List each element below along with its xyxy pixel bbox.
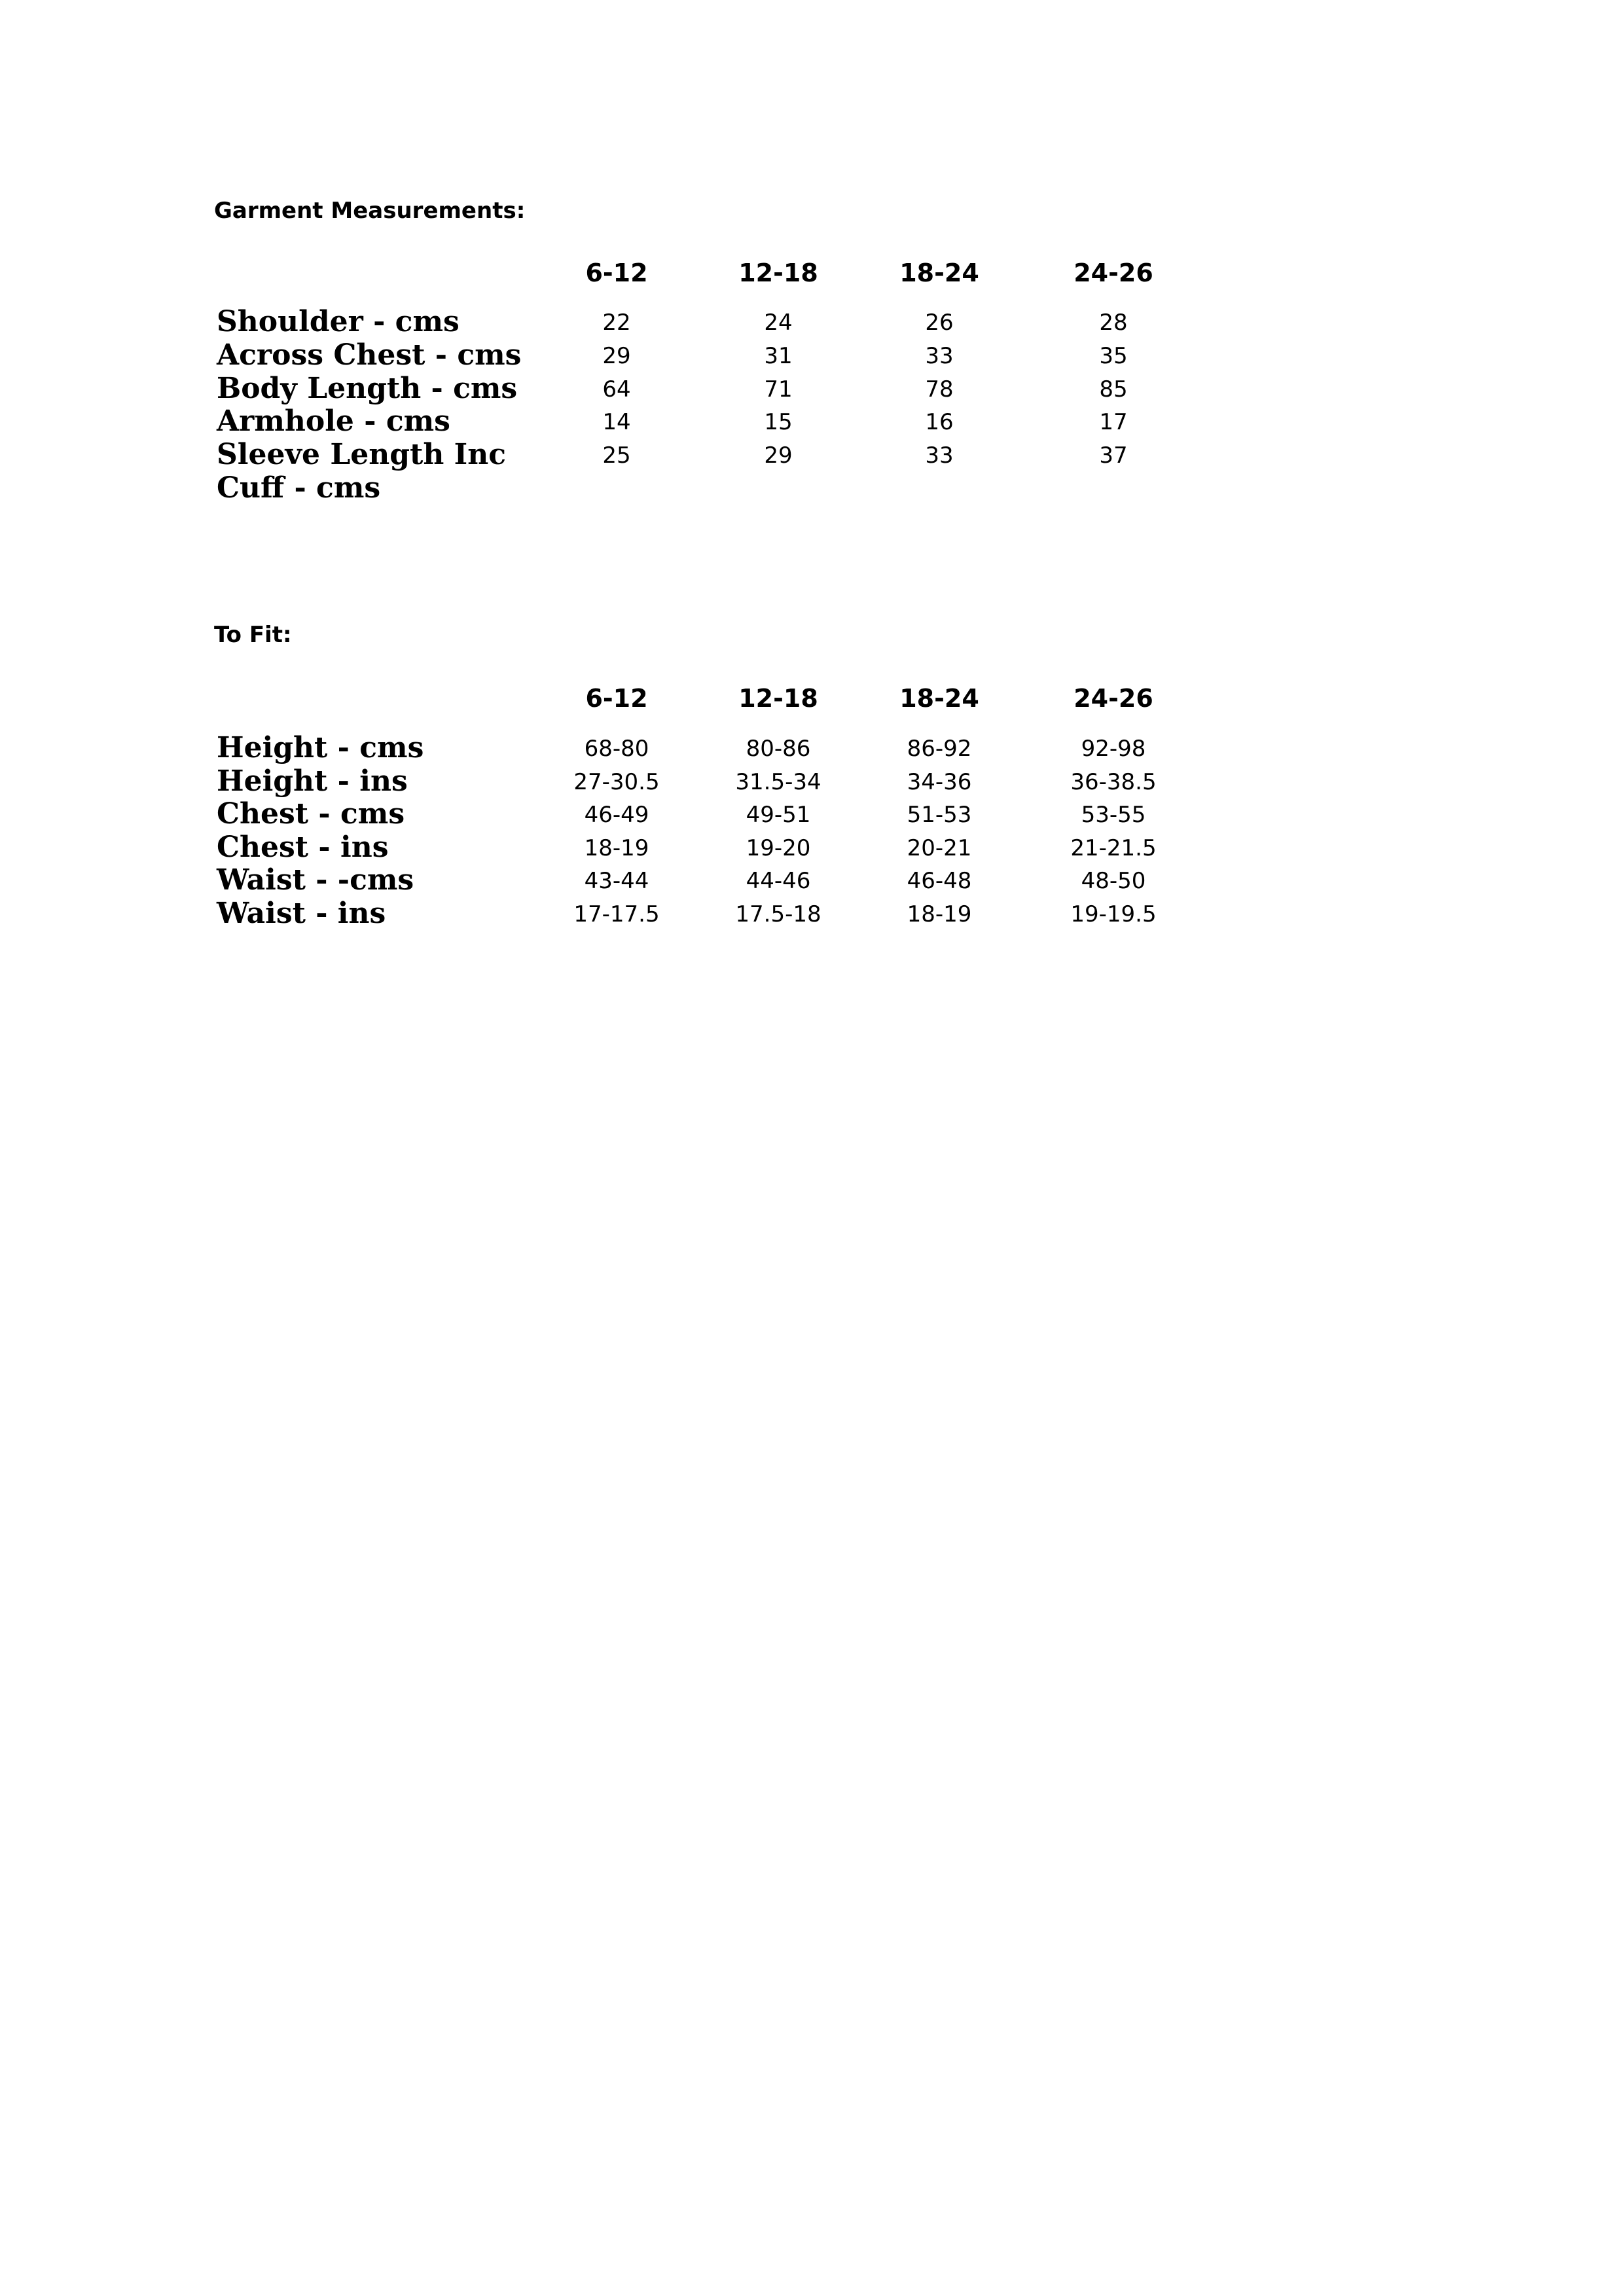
table-cell: 17.5-18 (735, 901, 821, 927)
table-cell: 14 (602, 409, 631, 435)
size-header-24-26: 24-26 (1074, 259, 1153, 287)
row-label: Waist - ins (217, 897, 386, 930)
table-cell: 33 (925, 442, 954, 469)
table-cell: 31.5-34 (735, 769, 821, 795)
table-cell: 33 (925, 343, 954, 369)
table-cell: 86-92 (907, 736, 972, 762)
garment-measurements-title: Garment Measurements: (214, 198, 526, 224)
row-label: Sleeve Length Inc (217, 438, 507, 471)
size-header-6-12: 6-12 (585, 684, 648, 713)
to-fit-table (214, 684, 1196, 946)
size-header-6-12: 6-12 (585, 259, 648, 287)
garment-measurements-table (214, 259, 1196, 520)
table-cell: 29 (602, 343, 631, 369)
table-cell: 27-30.5 (573, 769, 660, 795)
table-cell: 26 (925, 310, 954, 336)
row-label: Armhole - cms (217, 404, 450, 438)
table-cell: 17 (1099, 409, 1128, 435)
row-label: Chest - cms (217, 797, 405, 831)
row-label: Height - ins (217, 764, 408, 798)
row-label: Chest - ins (217, 831, 389, 864)
row-label: Shoulder - cms (217, 305, 460, 338)
size-header-12-18: 12-18 (738, 259, 818, 287)
table-cell: 49-51 (746, 802, 811, 828)
size-header-18-24: 18-24 (899, 259, 979, 287)
table-cell: 20-21 (907, 835, 972, 861)
table-cell: 17-17.5 (573, 901, 660, 927)
table-cell: 19-19.5 (1070, 901, 1157, 927)
table-cell: 16 (925, 409, 954, 435)
table-cell: 92-98 (1081, 736, 1146, 762)
table-cell: 24 (764, 310, 793, 336)
table-cell: 22 (602, 310, 631, 336)
table-cell: 35 (1099, 343, 1128, 369)
table-cell: 68-80 (584, 736, 649, 762)
table-cell: 34-36 (907, 769, 972, 795)
table-cell: 78 (925, 376, 954, 403)
row-label: Height - cms (217, 731, 424, 764)
row-label: Cuff - cms (217, 471, 381, 505)
table-cell: 18-19 (907, 901, 972, 927)
table-cell: 25 (602, 442, 631, 469)
table-cell: 15 (764, 409, 793, 435)
to-fit-title: To Fit: (214, 622, 292, 648)
table-cell: 37 (1099, 442, 1128, 469)
table-cell: 46-49 (584, 802, 649, 828)
size-header-12-18: 12-18 (738, 684, 818, 713)
table-cell: 18-19 (584, 835, 649, 861)
row-label: Body Length - cms (217, 372, 518, 405)
table-cell: 64 (602, 376, 631, 403)
row-label: Waist - -cms (217, 863, 414, 897)
table-cell: 53-55 (1081, 802, 1146, 828)
table-cell: 43-44 (584, 868, 649, 894)
table-cell: 85 (1099, 376, 1128, 403)
table-cell: 71 (764, 376, 793, 403)
table-cell: 48-50 (1081, 868, 1146, 894)
row-label: Across Chest - cms (217, 338, 522, 372)
size-header-24-26: 24-26 (1074, 684, 1153, 713)
table-cell: 31 (764, 343, 793, 369)
table-cell: 21-21.5 (1070, 835, 1157, 861)
table-cell: 44-46 (746, 868, 811, 894)
table-cell: 80-86 (746, 736, 811, 762)
table-cell: 46-48 (907, 868, 972, 894)
table-cell: 36-38.5 (1070, 769, 1157, 795)
size-header-18-24: 18-24 (899, 684, 979, 713)
table-cell: 51-53 (907, 802, 972, 828)
table-cell: 28 (1099, 310, 1128, 336)
table-cell: 19-20 (746, 835, 811, 861)
table-cell: 29 (764, 442, 793, 469)
